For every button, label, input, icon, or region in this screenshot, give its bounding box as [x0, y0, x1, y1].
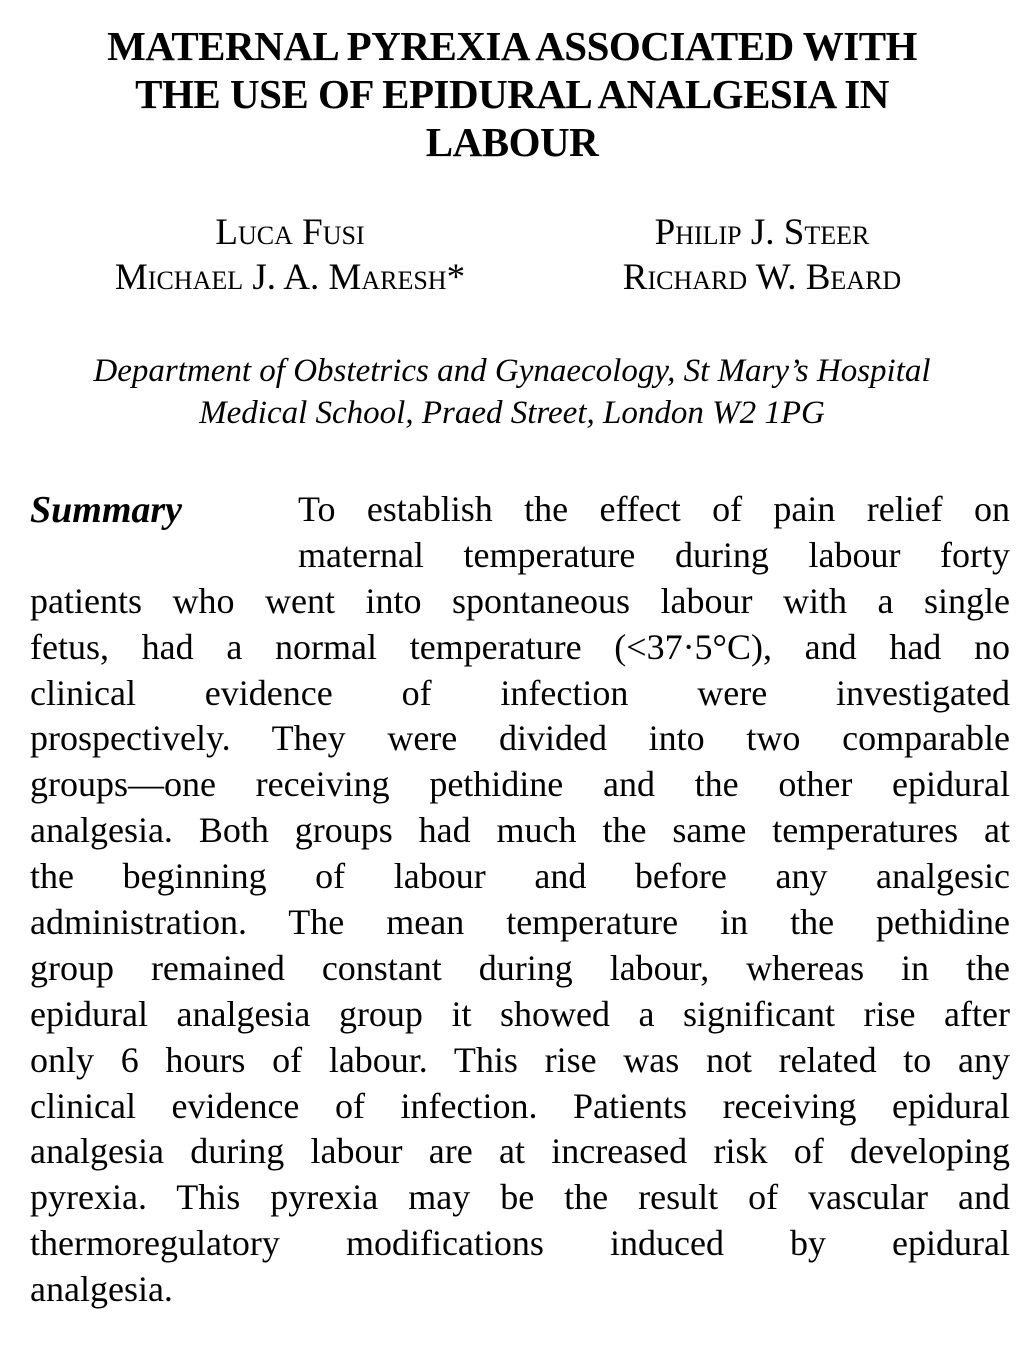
- author-name: Philip J. Steer: [654, 212, 870, 253]
- author-name: Luca Fusi: [215, 212, 365, 253]
- author-name: Michael J. A. Maresh*: [114, 257, 466, 298]
- title-line: MATERNAL PYREXIA ASSOCIATED WITH: [107, 23, 917, 69]
- summary-line: prospectively. They were divided into two comparable: [30, 718, 1010, 759]
- affiliation: [30, 350, 994, 434]
- author-list: [0, 210, 1024, 300]
- author-column-left: [50, 210, 530, 300]
- summary-heading: Summary: [30, 489, 183, 531]
- summary-line: the beginning of labour and before any analgesic: [30, 856, 1010, 897]
- summary-line: patients who went into spontaneous labour with a single: [30, 580, 1010, 621]
- summary-line: groups—one receiving pethidine and the other epidural: [30, 764, 1010, 805]
- summary-line: only 6 hours of labour. This rise was not related to any: [30, 1039, 1010, 1080]
- affiliation-line: Department of Obstetrics and Gynaecology, St Mary’s Hospital: [93, 353, 931, 389]
- summary-paragraph: [30, 487, 1010, 1313]
- summary-line: clinical evidence of infection. Patients receiving epidural: [30, 1085, 1010, 1126]
- summary-line: analgesia. Both groups had much the same temperatures at: [30, 810, 1010, 851]
- author-name: Richard W. Beard: [622, 257, 902, 298]
- title-line: THE USE OF EPIDURAL ANALGESIA IN: [135, 71, 889, 117]
- summary-line: To establish the effect of pain relief on: [298, 489, 1010, 529]
- summary-line: administration. The mean temperature in the pethidine: [30, 902, 1010, 943]
- summary-line: group remained constant during labour, whereas in the: [30, 947, 1010, 988]
- summary-line: epidural analgesia group it showed a significant rise after: [30, 993, 1010, 1034]
- author-column-right: [562, 210, 962, 300]
- title-line: LABOUR: [425, 119, 599, 165]
- summary-line: thermoregulatory modifications induced by epidural: [30, 1223, 1010, 1264]
- summary-line: fetus, had a normal temperature (<37·5°C), and had no: [30, 626, 1010, 667]
- article-title: [50, 22, 974, 166]
- summary-line: analgesia.: [30, 1269, 173, 1310]
- summary-line: maternal temperature during labour forty: [298, 534, 1010, 575]
- summary-line: clinical evidence of infection were investigated: [30, 672, 1010, 713]
- summary-line: analgesia during labour are at increased risk of developing: [30, 1131, 1010, 1172]
- summary-line: pyrexia. This pyrexia may be the result of vascular and: [30, 1177, 1010, 1218]
- affiliation-line: Medical School, Praed Street, London W2 1PG: [199, 395, 825, 431]
